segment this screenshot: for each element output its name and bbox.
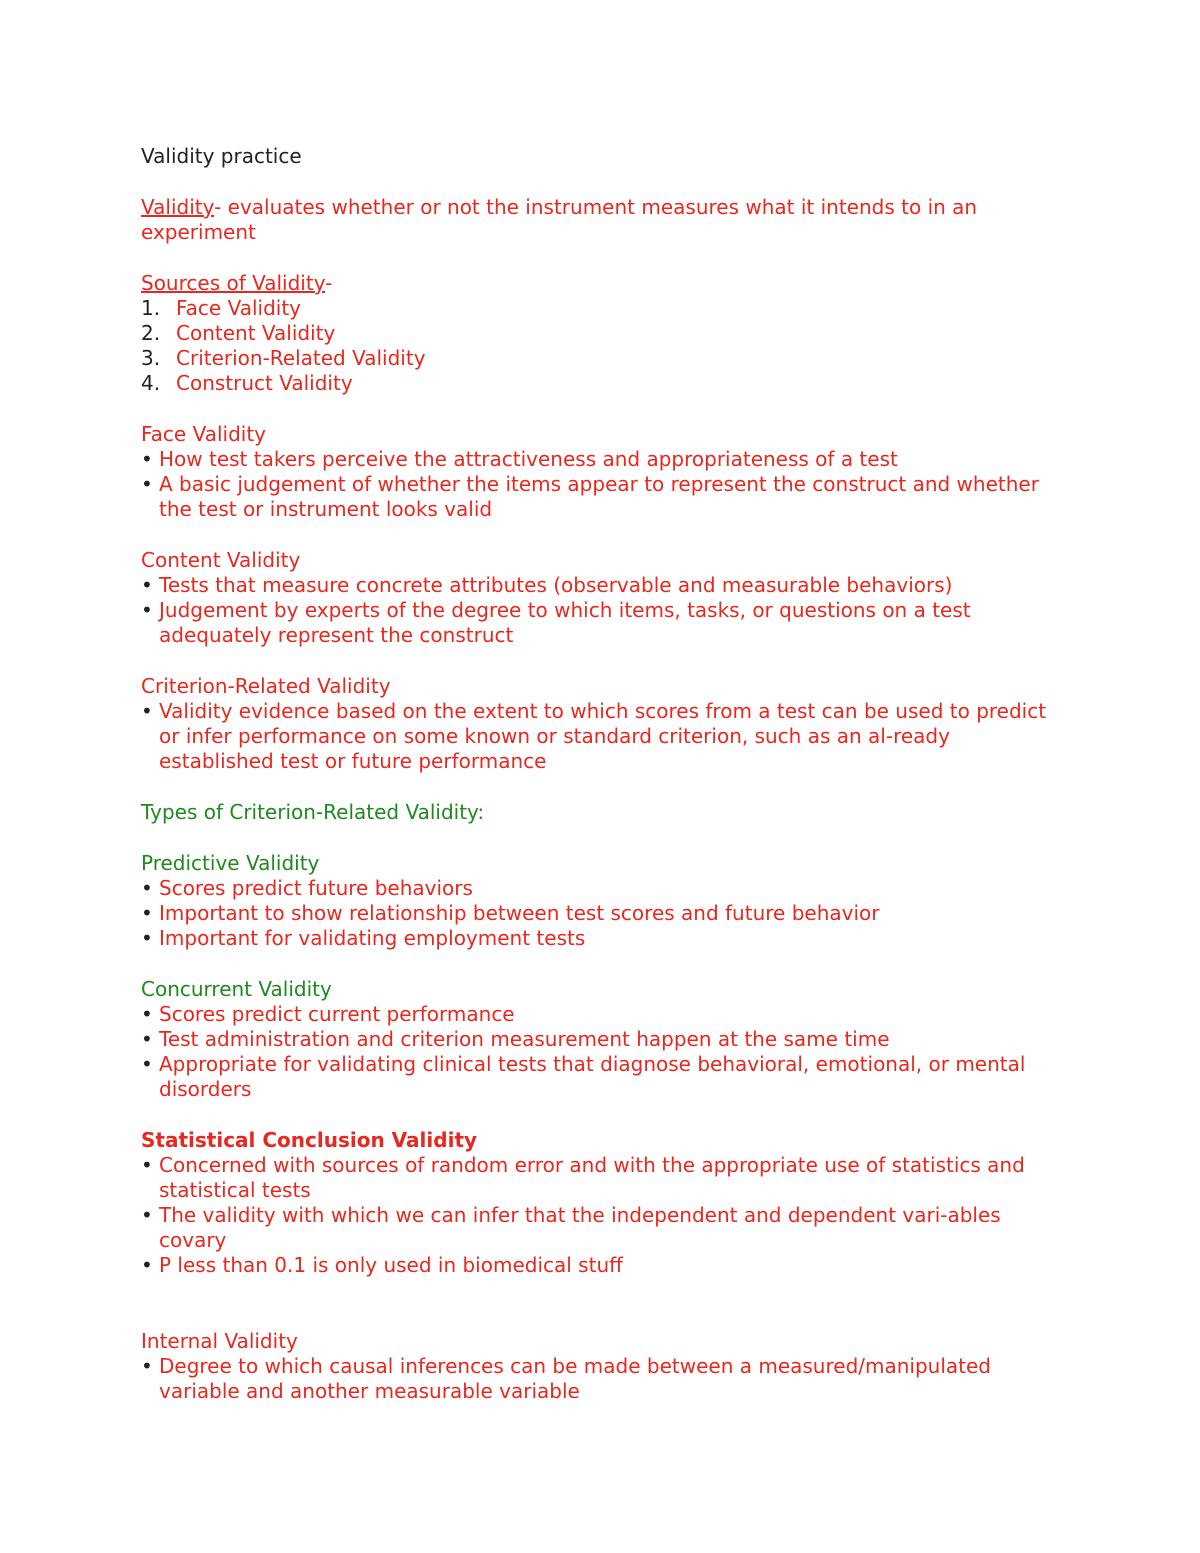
list-number: 1. bbox=[141, 296, 161, 320]
list-number: 3. bbox=[141, 346, 161, 370]
definition-text: - evaluates whether or not the instrument measures what it intends to in an experiment bbox=[141, 195, 978, 244]
bullet-text: Important to show relationship between test scores and future behavior bbox=[159, 901, 880, 925]
bullet-item bbox=[141, 1354, 1071, 1404]
list-item bbox=[141, 321, 1071, 346]
bullet-text: Concerned with sources of random error and with the appropriate use of statistics and statistical tests bbox=[159, 1153, 1025, 1202]
bullet-item bbox=[141, 699, 1071, 774]
sources-heading-suffix: - bbox=[325, 271, 333, 295]
sources-heading-text: Sources of Validity bbox=[141, 271, 326, 295]
bullet-item bbox=[141, 573, 1071, 598]
bullet-text: Important for validating employment tests bbox=[159, 926, 586, 950]
list-label: Content Validity bbox=[176, 321, 336, 345]
document-page bbox=[141, 144, 1071, 1404]
statistical-validity-heading: Statistical Conclusion Validity bbox=[141, 1128, 478, 1152]
bullet-icon: • bbox=[141, 598, 153, 622]
list-number: 2. bbox=[141, 321, 161, 345]
bullet-text: Degree to which causal inferences can be made between a measured/manipulated variable and another measurable variable bbox=[159, 1354, 991, 1403]
content-validity-heading: Content Validity bbox=[141, 548, 301, 572]
bullet-item bbox=[141, 598, 1071, 648]
bullet-icon: • bbox=[141, 1253, 153, 1277]
content-validity-bullets bbox=[141, 573, 1071, 648]
bullet-icon: • bbox=[141, 1027, 153, 1051]
face-validity-bullets bbox=[141, 447, 1071, 522]
bullet-text: P less than 0.1 is only used in biomedical stuff bbox=[159, 1253, 623, 1277]
bullet-item bbox=[141, 1203, 1071, 1253]
bullet-text: Judgement by experts of the degree to which items, tasks, or questions on a test adequately represent the construct bbox=[159, 598, 971, 647]
list-item bbox=[141, 296, 1071, 321]
bullet-item bbox=[141, 1027, 1071, 1052]
bullet-text: Test administration and criterion measurement happen at the same time bbox=[159, 1027, 890, 1051]
sources-list bbox=[141, 296, 1071, 396]
bullet-text: Scores predict current performance bbox=[159, 1002, 515, 1026]
bullet-text: Scores predict future behaviors bbox=[159, 876, 473, 900]
bullet-text: How test takers perceive the attractiveness and appropriateness of a test bbox=[159, 447, 898, 471]
bullet-item bbox=[141, 901, 1071, 926]
bullet-text: The validity with which we can infer that the independent and dependent vari-ables covary bbox=[159, 1203, 1001, 1252]
bullet-item bbox=[141, 1052, 1071, 1102]
bullet-item bbox=[141, 926, 1071, 951]
document-title: Validity practice bbox=[141, 144, 302, 168]
statistical-validity-bullets bbox=[141, 1153, 1071, 1278]
bullet-icon: • bbox=[141, 472, 153, 496]
list-number: 4. bbox=[141, 371, 161, 395]
predictive-validity-heading: Predictive Validity bbox=[141, 851, 320, 875]
bullet-icon: • bbox=[141, 1354, 153, 1378]
predictive-validity-bullets bbox=[141, 876, 1071, 951]
concurrent-validity-heading: Concurrent Validity bbox=[141, 977, 332, 1001]
bullet-icon: • bbox=[141, 1052, 153, 1076]
list-item bbox=[141, 346, 1071, 371]
validity-definition bbox=[141, 195, 1071, 245]
list-label: Face Validity bbox=[176, 296, 302, 320]
bullet-text: Validity evidence based on the extent to which scores from a test can be used to predict or infer performance on some known or standard criterion, such as an al-ready established test or future performance bbox=[159, 699, 1047, 773]
bullet-icon: • bbox=[141, 926, 153, 950]
bullet-item bbox=[141, 447, 1071, 472]
list-item bbox=[141, 371, 1071, 396]
types-heading: Types of Criterion-Related Validity: bbox=[141, 800, 485, 824]
concurrent-validity-bullets bbox=[141, 1002, 1071, 1102]
bullet-item bbox=[141, 472, 1071, 522]
definition-term: Validity bbox=[141, 195, 215, 219]
bullet-icon: • bbox=[141, 573, 153, 597]
face-validity-heading: Face Validity bbox=[141, 422, 267, 446]
bullet-icon: • bbox=[141, 699, 153, 723]
bullet-text: Tests that measure concrete attributes (observable and measurable behaviors) bbox=[159, 573, 953, 597]
internal-validity-heading: Internal Validity bbox=[141, 1329, 298, 1353]
internal-validity-bullets bbox=[141, 1354, 1071, 1404]
bullet-icon: • bbox=[141, 1153, 153, 1177]
sources-heading bbox=[141, 271, 1071, 296]
bullet-icon: • bbox=[141, 901, 153, 925]
list-label: Criterion-Related Validity bbox=[176, 346, 426, 370]
bullet-item bbox=[141, 1002, 1071, 1027]
bullet-item bbox=[141, 1153, 1071, 1203]
bullet-text: A basic judgement of whether the items appear to represent the construct and whether the test or instrument looks valid bbox=[159, 472, 1039, 521]
bullet-text: Appropriate for validating clinical tests that diagnose behavioral, emotional, or mental disorders bbox=[159, 1052, 1026, 1101]
bullet-icon: • bbox=[141, 447, 153, 471]
bullet-item bbox=[141, 1253, 1071, 1278]
list-label: Construct Validity bbox=[176, 371, 353, 395]
criterion-validity-bullets bbox=[141, 699, 1071, 774]
bullet-icon: • bbox=[141, 1203, 153, 1227]
bullet-icon: • bbox=[141, 1002, 153, 1026]
bullet-item bbox=[141, 876, 1071, 901]
bullet-icon: • bbox=[141, 876, 153, 900]
criterion-validity-heading: Criterion-Related Validity bbox=[141, 674, 391, 698]
